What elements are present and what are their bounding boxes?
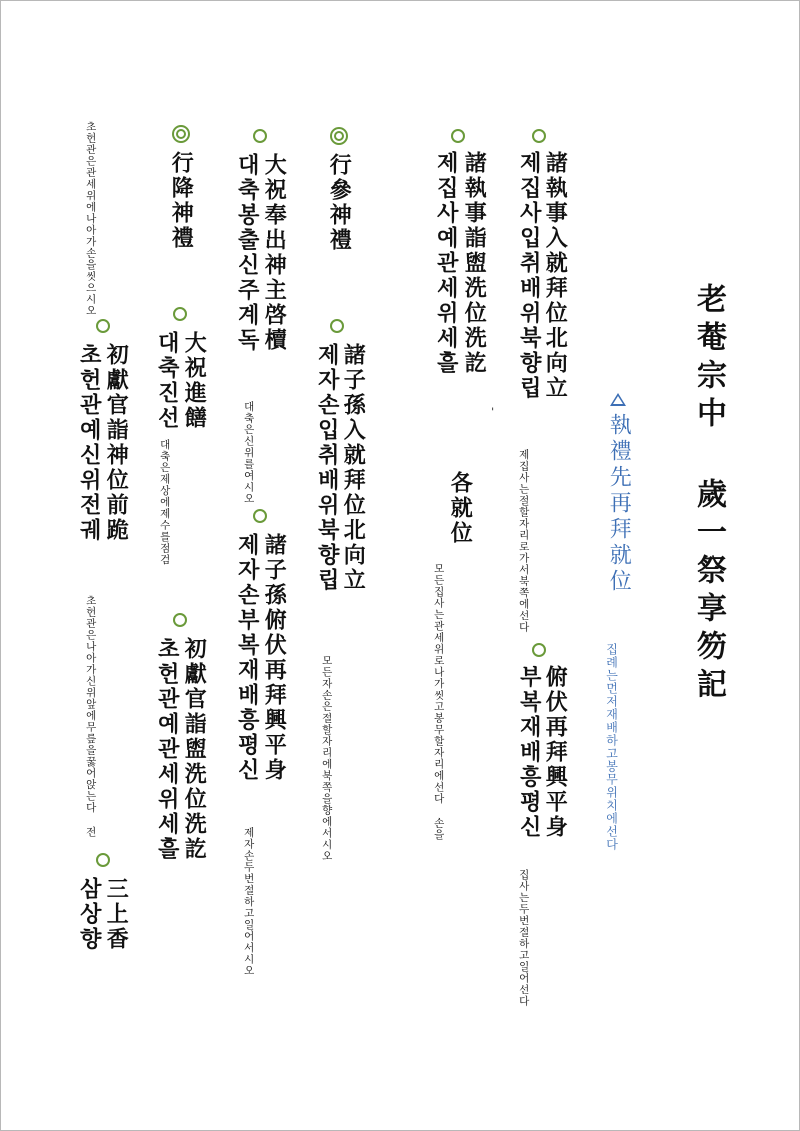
triangle-marker-icon [610,393,626,406]
circle-marker-icon [173,307,187,321]
circle-marker-icon [451,129,465,143]
blue-instruction: 執禮先再拜就位 [606,413,632,595]
circle-marker-icon [96,853,110,867]
col5-b-note: 대축은제상에제수를점검 [158,439,171,566]
col3-b-reading: 제자손입취배위북향립 [314,343,341,593]
col6-b-reading: 초헌관예신위전궤 [76,343,103,543]
blue-instruction-note: 집례는먼저재배하고봉무위치에선다 [604,643,619,851]
col2-b-hanja: 各就位 [447,471,474,546]
col5-b-reading: 대축진선 [154,331,181,431]
double-circle-marker-icon [172,125,190,143]
col1-b-reading: 부복재배흥평신 [516,665,543,840]
col1-a-reading: 제집사입취배위북향립 [516,151,543,401]
circle-marker-icon [532,129,546,143]
double-circle-marker-icon [330,127,348,145]
col5-b-hanja: 大祝進饍 [181,331,208,431]
col6-b-note: 초헌관은나아가신위앞에무릎을꿇어앉는다 전 [84,595,97,838]
col1-a-hanja: 諸執事入就拜位北向立 [542,151,569,401]
col4-a-hanja: 大祝奉出神主啓櫝 [261,153,288,353]
col1-b-note: 집사는두번절하고일어선다 [517,869,530,1007]
col6-c-reading: 삼상향 [76,877,103,952]
col5-c-hanja: 初獻官詣盥洗位洗訖 [181,637,208,862]
circle-marker-icon [330,319,344,333]
col2-b-note: 모든집사는관세위로나가씻고봉무할자리에선다 손을 [432,563,445,841]
col1-a-note: 제집사는절할자리로가서북쪽에선다 [517,449,530,633]
circle-marker-icon [532,643,546,657]
col5-a-hanja: 行降神禮 [168,151,195,251]
col4-b-reading: 제자손부복재배흥평신 [234,533,261,783]
col1-b-hanja: 俯伏再拜興平身 [542,665,569,840]
col2-mark: ' [486,406,499,419]
col3-b-hanja: 諸子孫入就拜位北向立 [340,343,367,593]
col4-b-hanja: 諸子孫俯伏再拜興平身 [261,533,288,783]
col2-a-reading: 제집사예관세위세흘 [433,151,460,376]
circle-marker-icon [96,319,110,333]
col5-c-reading: 초헌관예관세위세흘 [154,637,181,862]
col4-b-note: 제자손두번절하고일어서시오 [242,827,255,977]
col2-a-hanja: 諸執事詣盥洗位洗訖 [461,151,488,376]
col4-a-note: 대축은신위를여시오 [242,401,255,505]
circle-marker-icon [253,509,267,523]
col4-a-reading: 대축봉출신주계독 [234,153,261,353]
col6-c-hanja: 三上香 [103,877,130,952]
col3-a-hanja: 行參神禮 [326,153,353,253]
circle-marker-icon [253,129,267,143]
document-title: 老菴宗中 歲一祭享笏記 [691,283,726,706]
col6-b-hanja: 初獻官詣神位前跪 [103,343,130,543]
col6-a-note: 초헌관은관세위에나아가손을씻으시오 [84,121,97,317]
circle-marker-icon [173,613,187,627]
col3-b-note: 모든자손은절할자리에북쪽을향에서시오 [320,655,333,862]
